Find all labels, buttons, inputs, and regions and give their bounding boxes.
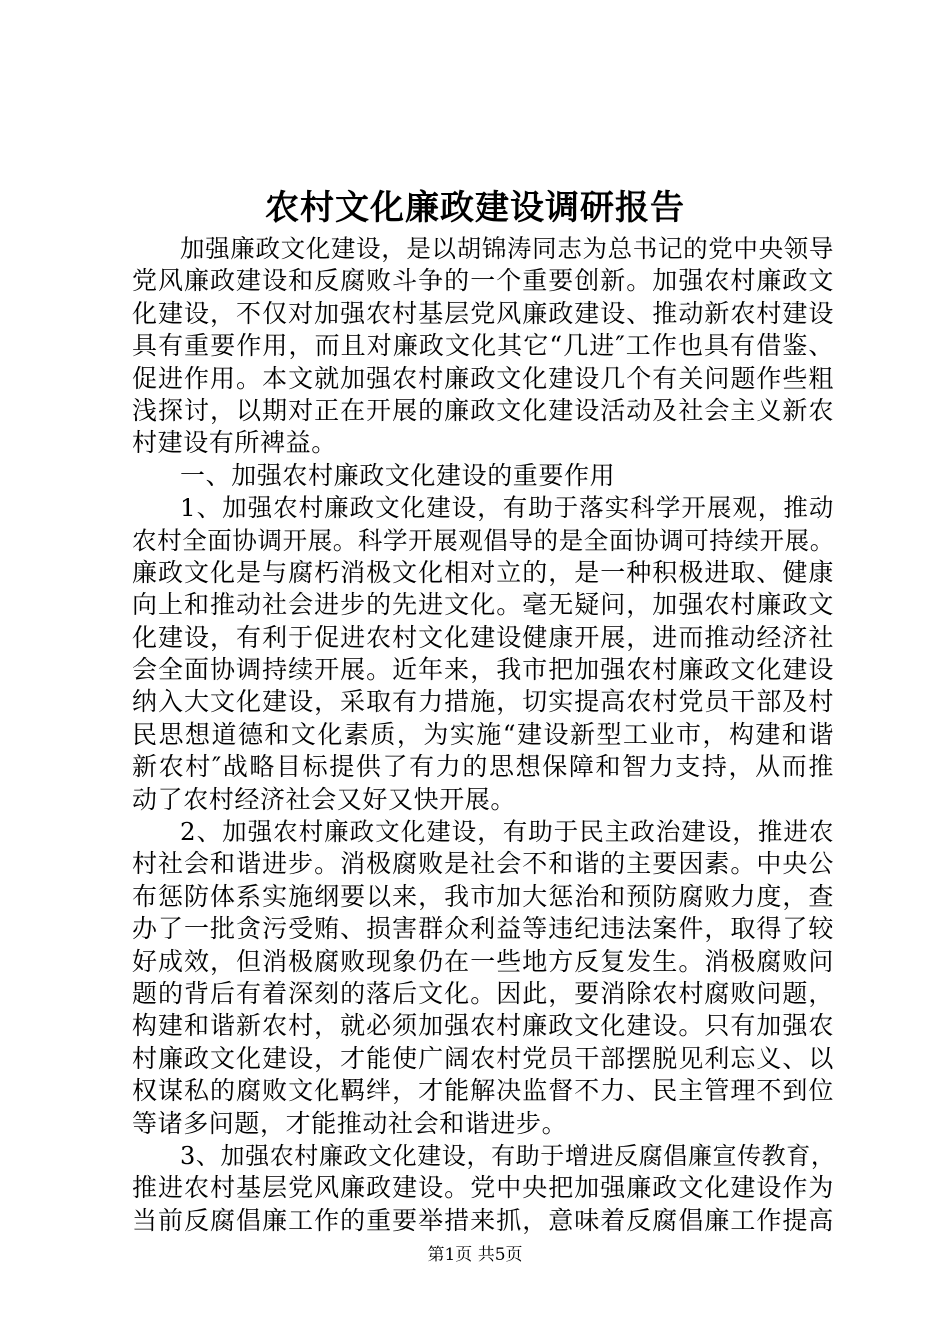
- text-line: 好成效，但消极腐败现象仍在一些地方反复发生。消极腐败问: [132, 946, 834, 976]
- text-line: 向上和推动社会进步的先进文化。毫无疑问，加强农村廉政文: [132, 590, 834, 620]
- text-line: 题的背后有着深刻的落后文化。因此，要消除农村腐败问题，: [132, 978, 834, 1008]
- text-line: 化建设，不仅对加强农村基层党风廉政建设、推动新农村建设: [132, 298, 834, 328]
- text-line: 浅探讨，以期对正在开展的廉政文化建设活动及社会主义新农: [132, 395, 834, 425]
- text-line: 动了农村经济社会又好又快开展。: [132, 784, 517, 814]
- text-line: 党风廉政建设和反腐败斗争的一个重要创新。加强农村廉政文: [132, 266, 834, 296]
- text-line: 村建设有所裨益。: [132, 428, 337, 458]
- text-line: 纳入大文化建设，采取有力措施，切实提高农村党员干部及村: [132, 687, 834, 717]
- text-line: 权谋私的腐败文化羁绊，才能解决监督不力、民主管理不到位: [132, 1076, 834, 1106]
- text-line: 加强廉政文化建设，是以胡锦涛同志为总书记的党中央领导: [180, 234, 834, 263]
- text-line: 具有重要作用，而且对廉政文化其它“几进″工作也具有借鉴、: [132, 331, 834, 361]
- text-line: 当前反腐倡廉工作的重要举措来抓，意味着反腐倡廉工作提高: [132, 1205, 834, 1235]
- text-line: 1、加强农村廉政文化建设，有助于落实科学开展观，推动: [180, 493, 834, 523]
- text-line: 等诸多问题，才能推动社会和谐进步。: [132, 1108, 568, 1138]
- text-line: 村廉政文化建设，才能使广阔农村党员干部摆脱见利忘义、以: [132, 1043, 834, 1073]
- document-body: [132, 233, 834, 1237]
- text-line: 促进作用。本文就加强农村廉政文化建设几个有关问题作些粗: [132, 363, 834, 393]
- text-line: 3、加强农村廉政文化建设，有助于增进反腐倡廉宣传教育，: [180, 1141, 836, 1170]
- text-line: 民思想道德和文化素质，为实施“建设新型工业市，构建和谐: [132, 719, 834, 749]
- text-line: 新农村″战略目标提供了有力的思想保障和智力支持，从而推: [132, 752, 834, 782]
- text-line: 会全面协调持续开展。近年来，我市把加强农村廉政文化建设: [132, 655, 834, 685]
- text-line: 农村全面协调开展。科学开展观倡导的是全面协调可持续开展。: [132, 525, 835, 555]
- text-line: 办了一批贪污受贿、损害群众利益等违纪违法案件，取得了较: [132, 914, 834, 944]
- section-heading: 一、加强农村廉政文化建设的重要作用: [180, 460, 616, 490]
- text-line: 化建设，有利于促进农村文化建设健康开展，进而推动经济社: [132, 622, 834, 652]
- text-line: 廉政文化是与腐朽消极文化相对立的，是一种积极进取、健康: [132, 557, 834, 587]
- text-line: 推进农村基层党风廉政建设。党中央把加强廉政文化建设作为: [132, 1173, 834, 1203]
- text-line: 布惩防体系实施纲要以来，我市加大惩治和预防腐败力度，查: [132, 881, 834, 911]
- text-line: 村社会和谐进步。消极腐败是社会不和谐的主要因素。中央公: [132, 849, 834, 879]
- document-title: 农村文化廉政建设调研报告: [265, 188, 685, 228]
- text-line: 2、加强农村廉政文化建设，有助于民主政治建设，推进农: [180, 817, 834, 847]
- text-line: 构建和谐新农村，就必须加强农村廉政文化建设。只有加强农: [132, 1011, 834, 1041]
- page-number: 第1页 共5页: [427, 1245, 523, 1265]
